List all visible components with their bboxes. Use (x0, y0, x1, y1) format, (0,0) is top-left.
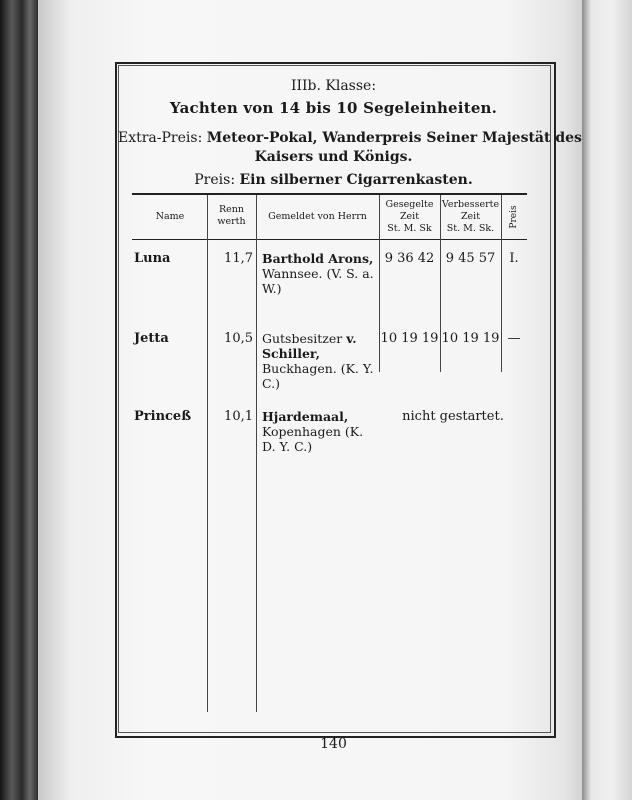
header-gesegelte (379, 199, 440, 235)
book-spine (0, 0, 40, 800)
header-gemeldet: Gemeldet von Herrn (268, 211, 367, 222)
extra-prize-label: Extra-Preis: (118, 130, 203, 146)
header-rennwerth (207, 204, 256, 228)
row-owner (262, 251, 374, 296)
prize-label: Preis: (194, 172, 236, 188)
row-verbesserte: 10 19 19 (441, 331, 500, 346)
header-werth: werth (217, 216, 246, 227)
row-rennwerth: 11,7 (224, 251, 253, 266)
prize-text: Ein silberner Cigarrenkasten. (239, 172, 473, 188)
header-gesegelte-2: Zeit (399, 211, 420, 222)
row-status: nicht gestartet. (402, 409, 504, 424)
row-gesegelte: 9 36 42 (384, 251, 435, 266)
table-top-rule (132, 193, 527, 195)
header-name: Name (155, 211, 185, 222)
header-verbesserte-2: Zeit (460, 211, 481, 222)
owner-name: v. Schiller, (262, 331, 357, 361)
class-heading: IIIb. Klasse: (290, 78, 377, 94)
row-name: Jetta (134, 331, 169, 346)
next-page-edge (582, 0, 632, 800)
owner-location: Buckhagen. (K. Y. C.) (262, 361, 374, 391)
header-gesegelte-3: St. M. Sk (387, 223, 432, 234)
table-header-rule (132, 239, 527, 240)
row-name: Luna (134, 251, 171, 266)
row-preis: — (507, 331, 521, 346)
page-number: 140 (320, 736, 347, 752)
extra-prize-text-1: Meteor-Pokal, Wanderpreis Seiner Majestät des (206, 130, 582, 146)
header-preis: Preis (509, 205, 519, 229)
extra-prize-line-1 (118, 130, 582, 146)
header-renn: Renn (218, 204, 244, 215)
row-owner (262, 331, 374, 391)
header-gesegelte-1: Gesegelte (385, 199, 434, 210)
header-verbesserte-3: St. M. Sk. (446, 223, 495, 234)
owner-name: Hjardemaal, (262, 409, 349, 424)
column-divider (256, 195, 257, 712)
row-owner (262, 409, 374, 454)
row-name: Princeß (134, 409, 192, 424)
row-rennwerth: 10,1 (224, 409, 253, 424)
prize-line (118, 172, 549, 188)
extra-prize-line-2: Kaisers und Königs. (254, 149, 413, 165)
header-verbesserte-1: Verbesserte (441, 199, 500, 210)
header-verbesserte (440, 199, 501, 235)
owner-name: Barthold Arons, (262, 251, 374, 266)
row-rennwerth: 10,5 (224, 331, 253, 346)
row-gesegelte: 10 19 19 (380, 331, 439, 346)
row-preis: I. (509, 251, 519, 266)
owner-title: Gutsbesitzer (262, 331, 343, 346)
row-verbesserte: 9 45 57 (445, 251, 496, 266)
owner-location: Kopenhagen (K. D. Y. C.) (262, 424, 364, 454)
yacht-category-title: Yachten von 14 bis 10 Segeleinheiten. (169, 99, 498, 117)
page-border-inner (118, 65, 551, 733)
column-divider (207, 195, 208, 712)
owner-location: Wannsee. (V. S. a. W.) (262, 266, 374, 296)
